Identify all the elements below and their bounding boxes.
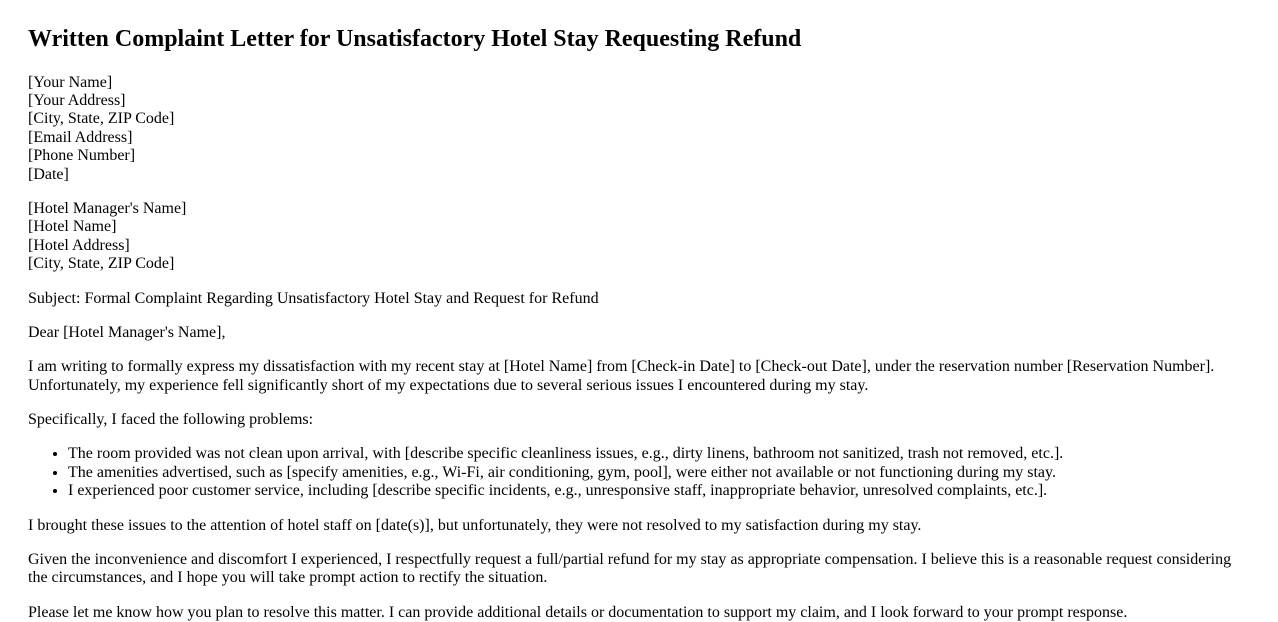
recipient-hotel-address: [Hotel Address] [28, 236, 130, 254]
sender-address-block [28, 74, 1238, 184]
recipient-city-state-zip: [City, State, ZIP Code] [28, 255, 175, 273]
intro-paragraph: I am writing to formally express my dissatisfaction with my recent stay at [Hotel Name] from [Check-in Date] to [Check-out Date], under the reservation number [Reservation Number]. Unfortunately, my experience fell significantly short of my expectations due to several serious issues I encountered during my stay. [28, 358, 1215, 394]
greeting-line: Dear [Hotel Manager's Name], [28, 323, 226, 341]
sender-email: [Email Address] [28, 128, 133, 146]
recipient-address-block [28, 200, 1238, 274]
closing-paragraph-clipped: Please let me know how you plan to resolve this matter. I can provide additional details or documentation to support my claim, and I look forward to your prompt response. [28, 603, 1128, 621]
subject-line: Subject: Formal Complaint Regarding Unsatisfactory Hotel Stay and Request for Refund [28, 289, 599, 307]
sender-address: [Your Address] [28, 91, 126, 109]
problem-item-amenities: • The amenities advertised, such as [specify amenities, e.g., Wi-Fi, air conditioning, gym, pool], were either not available or not functioning during my stay. [68, 464, 1238, 482]
sender-city-state-zip: [City, State, ZIP Code] [28, 110, 175, 128]
sender-phone: [Phone Number] [28, 147, 136, 165]
problem-item-cleanliness: • The room provided was not clean upon arrival, with [describe specific cleanliness issues, e.g., dirty linens, bathroom not sanitized, trash not removed, etc.]. [68, 445, 1238, 463]
escalation-paragraph: I brought these issues to the attention of hotel staff on [date(s)], but unfortunately, they were not resolved to my satisfaction during my stay. [28, 516, 922, 534]
problems-intro: Specifically, I faced the following problems: [28, 411, 314, 429]
problem-list [28, 445, 1238, 500]
problem-item-customer-service: • I experienced poor customer service, including [describe specific incidents, e.g., unresponsive staff, inappropriate behavior, unresolved complaints, etc.]. [68, 482, 1238, 500]
recipient-manager-name: [Hotel Manager's Name] [28, 199, 187, 217]
letter-date: [Date] [28, 165, 69, 183]
recipient-hotel-name: [Hotel Name] [28, 218, 117, 236]
sender-name: [Your Name] [28, 73, 113, 91]
refund-request-paragraph: Given the inconvenience and discomfort I experienced, I respectfully request a full/partial refund for my stay as appropriate compensation. I believe this is a reasonable request considering the circumstances, and I hope you will take prompt action to rectify the situation. [28, 551, 1232, 587]
letter-title: Written Complaint Letter for Unsatisfactory Hotel Stay Requesting Refund [28, 26, 802, 52]
